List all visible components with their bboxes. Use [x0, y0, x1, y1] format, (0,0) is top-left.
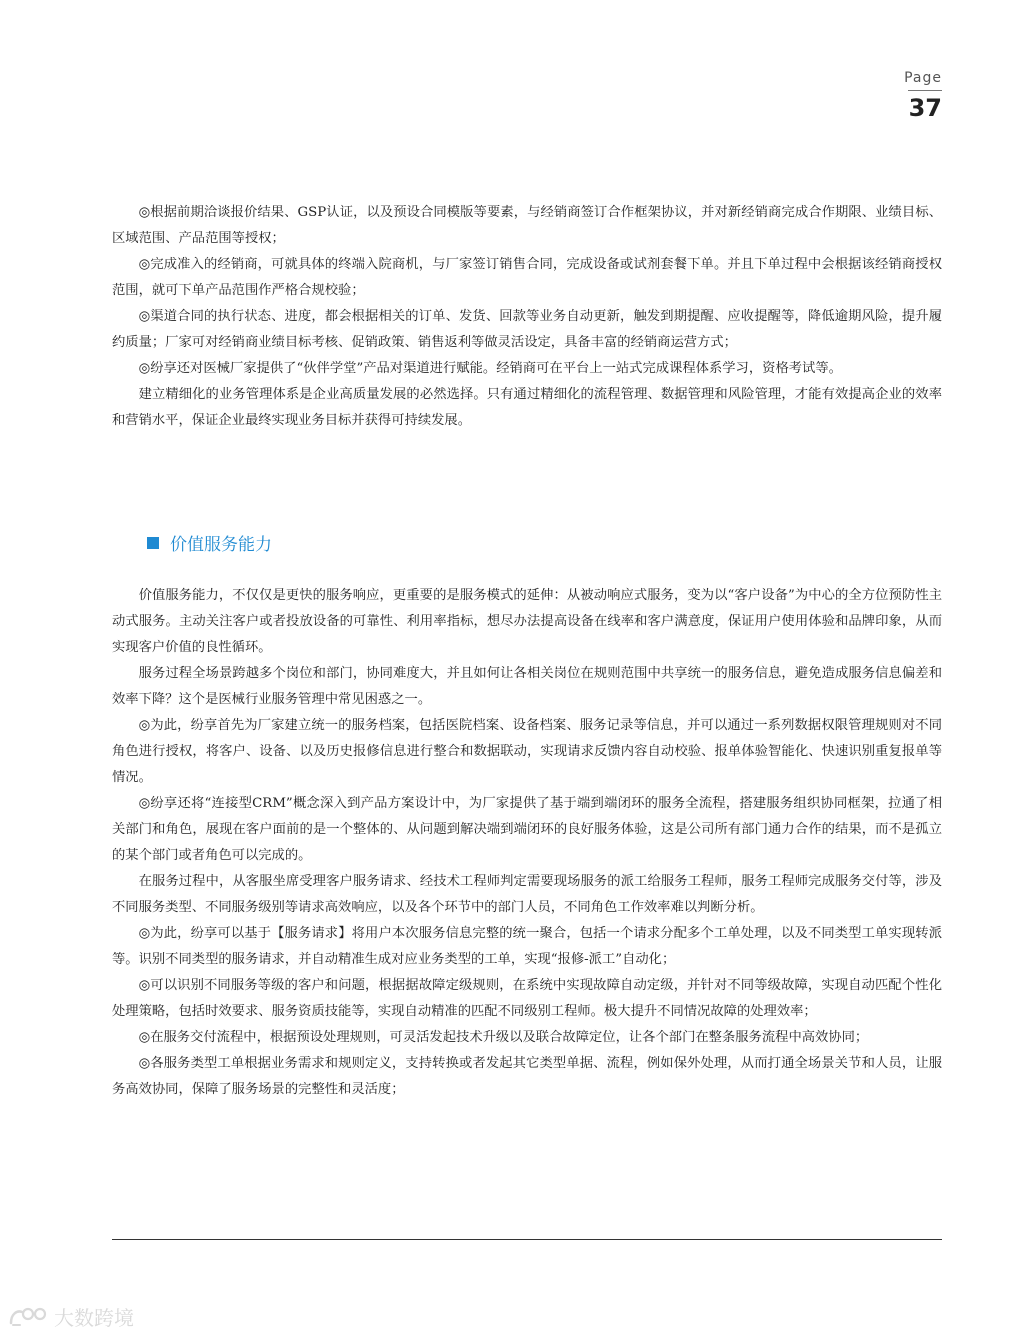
- body-paragraph: ◎为此，纷享可以基于【服务请求】将用户本次服务信息完整的统一聚合，包括一个请求分配多个工单处理，以及不同类型工单实现转派等。识别不同类型的服务请求，并自动精准生成对应业务类型的工单，实现“报修-派工”自动化；: [112, 926, 942, 967]
- watermark-logo-icon: [8, 1306, 50, 1328]
- intro-text-block: [112, 200, 942, 434]
- section-heading: [147, 530, 272, 555]
- body-paragraph: ◎纷享还对医械厂家提供了“伙伴学堂”产品对渠道进行赋能。经销商可在平台上一站式完成课程体系学习，资格考试等。: [138, 361, 842, 376]
- watermark: [8, 1302, 134, 1331]
- body-paragraph: ◎在服务交付流程中，根据预设处理规则，可灵活发起技术升级以及联合故障定位，让各个部门在整条服务流程中高效协同；: [138, 1030, 869, 1045]
- page-number-divider: [908, 90, 942, 91]
- body-paragraph: 建立精细化的业务管理体系是企业高质量发展的必然选择。只有通过精细化的流程管理、数据管理和风险管理，才能有效提高企业的效率和营销水平，保证企业最终实现业务目标并获得可持续发展。: [112, 387, 942, 428]
- body-paragraph: 价值服务能力，不仅仅是更快的服务响应，更重要的是服务模式的延伸：从被动响应式服务，变为以“客户设备”为中心的全方位预防性主动式服务。主动关注客户或者投放设备的可靠性、利用率指标，想尽办法提高设备在线率和客户满意度，保证用户使用体验和品牌印象，从而实现客户价值的良性循环。: [112, 588, 942, 655]
- body-paragraph: ◎完成准入的经销商，可就具体的终端入院商机，与厂家签订销售合同，完成设备或试剂套餐下单。并且下单过程中会根据该经销商授权范围，就可下单产品范围作严格合规校验；: [112, 257, 942, 298]
- footer-divider: [112, 1239, 942, 1240]
- body-paragraph: ◎各服务类型工单根据业务需求和规则定义，支持转换或者发起其它类型单据、流程，例如保外处理，从而打通全场景关节和人员，让服务高效协同，保障了服务场景的完整性和灵活度；: [112, 1056, 942, 1097]
- section-title: 价值服务能力: [170, 535, 272, 555]
- body-paragraph: ◎为此，纷享首先为厂家建立统一的服务档案，包括医院档案、设备档案、服务记录等信息，并可以通过一系列数据权限管理规则对不同角色进行授权，将客户、设备、以及历史报修信息进行整合和数据联动，实现请求反馈内容自动校验、报单体验智能化、快速识别重复报单等情况。: [112, 718, 942, 785]
- heading-square-icon: [147, 537, 159, 549]
- body-paragraph: ◎根据前期洽谈报价结果、GSP认证，以及预设合同模版等要素，与经销商签订合作框架协议，并对新经销商完成合作期限、业绩目标、区域范围、产品范围等授权；: [112, 205, 942, 246]
- body-paragraph: 服务过程全场景跨越多个岗位和部门，协同难度大，并且如何让各相关岗位在规则范围中共享统一的服务信息，避免造成服务信息偏差和效率下降？这个是医械行业服务管理中常见困惑之一。: [112, 666, 942, 707]
- body-paragraph: 在服务过程中，从客服坐席受理客户服务请求、经技术工程师判定需要现场服务的派工给服务工程师，服务工程师完成服务交付等，涉及不同服务类型、不同服务级别等请求高效响应，以及各个环节中的部门人员，不同角色工作效率难以判断分析。: [112, 874, 942, 915]
- service-text-block: [112, 583, 942, 1103]
- body-paragraph: ◎纷享还将“连接型CRM”概念深入到产品方案设计中，为厂家提供了基于端到端闭环的服务全流程，搭建服务组织协同框架，拉通了相关部门和角色，展现在客户面前的是一个整体的、从问题到解决端到端闭环的良好服务体验，这是公司所有部门通力合作的结果，而不是孤立的某个部门或者角色可以完成的。: [112, 796, 942, 863]
- page-label: Page: [904, 70, 942, 86]
- body-paragraph: ◎渠道合同的执行状态、进度，都会根据相关的订单、发货、回款等业务自动更新，触发到期提醒、应收提醒等，降低逾期风险，提升履约质量；厂家可对经销商业绩目标考核、促销政策、销售返利等做灵活设定，具备丰富的经销商运营方式；: [112, 309, 942, 350]
- watermark-text: 大数跨境: [54, 1306, 134, 1330]
- page-number: 37: [908, 94, 942, 122]
- body-paragraph: ◎可以识别不同服务等级的客户和问题，根据据故障定级规则，在系统中实现故障自动定级，并针对不同等级故障，实现自动匹配个性化处理策略，包括时效要求、服务资质技能等，实现自动精准的匹配不同级别工程师。极大提升不同情况故障的处理效率；: [112, 978, 942, 1019]
